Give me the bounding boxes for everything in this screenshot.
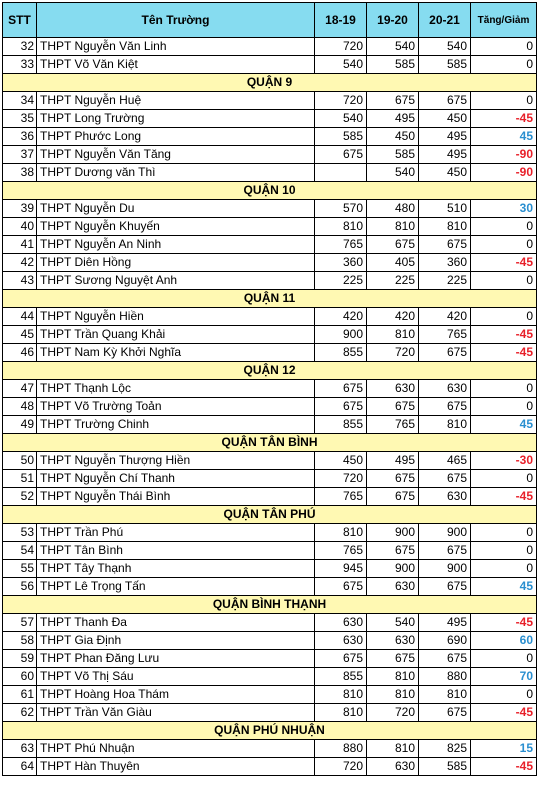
row-school-name: THPT Phú Nhuận [37, 740, 315, 758]
row-school-name: THPT Võ Thị Sáu [37, 668, 315, 686]
row-value-19-20: 225 [367, 272, 419, 290]
row-change: -45 [471, 488, 537, 506]
row-change: 0 [471, 38, 537, 56]
row-value-18-19: 720 [315, 92, 367, 110]
row-change: 0 [471, 380, 537, 398]
table-row [3, 524, 537, 542]
row-value-20-21: 675 [419, 650, 471, 668]
table-row [3, 38, 537, 56]
row-value-18-19: 675 [315, 380, 367, 398]
row-school-name: THPT Tân Bình [37, 542, 315, 560]
row-stt: 61 [3, 686, 37, 704]
row-value-19-20: 900 [367, 524, 419, 542]
row-value-20-21: 585 [419, 56, 471, 74]
row-value-19-20: 675 [367, 650, 419, 668]
row-value-19-20: 495 [367, 110, 419, 128]
row-change: -90 [471, 146, 537, 164]
row-value-20-21: 495 [419, 614, 471, 632]
row-stt: 41 [3, 236, 37, 254]
row-change: 30 [471, 200, 537, 218]
row-change: 0 [471, 470, 537, 488]
district-header-row [3, 290, 537, 308]
row-school-name: THPT Phan Đăng Lưu [37, 650, 315, 668]
row-value-20-21: 675 [419, 542, 471, 560]
enrollment-table [2, 2, 537, 776]
row-school-name: THPT Hàn Thuyên [37, 758, 315, 776]
row-stt: 36 [3, 128, 37, 146]
row-stt: 43 [3, 272, 37, 290]
row-value-19-20: 585 [367, 56, 419, 74]
row-change: -45 [471, 344, 537, 362]
row-change: -45 [471, 758, 537, 776]
row-value-18-19: 450 [315, 452, 367, 470]
row-change: -30 [471, 452, 537, 470]
row-value-19-20: 630 [367, 578, 419, 596]
row-school-name: THPT Nguyễn Hiền [37, 308, 315, 326]
row-stt: 49 [3, 416, 37, 434]
row-value-18-19: 675 [315, 650, 367, 668]
header-year-20-21: 20-21 [419, 3, 471, 38]
row-value-18-19: 945 [315, 560, 367, 578]
row-school-name: THPT Nguyễn Văn Tăng [37, 146, 315, 164]
row-stt: 46 [3, 344, 37, 362]
row-value-19-20: 450 [367, 128, 419, 146]
row-value-18-19: 855 [315, 668, 367, 686]
row-value-18-19: 810 [315, 524, 367, 542]
row-school-name: THPT Thạnh Lộc [37, 380, 315, 398]
table-row [3, 740, 537, 758]
district-label: QUẬN TÂN BÌNH [3, 434, 537, 452]
row-value-20-21: 630 [419, 488, 471, 506]
row-change: 0 [471, 236, 537, 254]
row-value-20-21: 765 [419, 326, 471, 344]
row-value-18-19: 675 [315, 398, 367, 416]
row-change: -90 [471, 164, 537, 182]
row-value-19-20: 675 [367, 470, 419, 488]
row-stt: 48 [3, 398, 37, 416]
table-row [3, 380, 537, 398]
row-change: 0 [471, 560, 537, 578]
row-change: -45 [471, 110, 537, 128]
row-value-19-20: 630 [367, 758, 419, 776]
row-value-20-21: 810 [419, 218, 471, 236]
table-row [3, 272, 537, 290]
header-stt: STT [3, 3, 37, 38]
row-value-18-19: 585 [315, 128, 367, 146]
district-header-row [3, 506, 537, 524]
row-value-19-20: 675 [367, 236, 419, 254]
row-stt: 52 [3, 488, 37, 506]
row-value-18-19: 810 [315, 704, 367, 722]
row-change: 45 [471, 416, 537, 434]
row-value-18-19: 225 [315, 272, 367, 290]
district-label: QUẬN 10 [3, 182, 537, 200]
row-value-18-19: 675 [315, 578, 367, 596]
row-school-name: THPT Hoàng Hoa Thám [37, 686, 315, 704]
row-value-18-19: 765 [315, 236, 367, 254]
row-school-name: THPT Nguyễn Du [37, 200, 315, 218]
header-school-name: Tên Trường [37, 3, 315, 38]
row-value-20-21: 675 [419, 470, 471, 488]
table-row [3, 164, 537, 182]
row-value-18-19: 630 [315, 614, 367, 632]
row-change: -45 [471, 254, 537, 272]
district-label: QUẬN 12 [3, 362, 537, 380]
row-stt: 34 [3, 92, 37, 110]
row-value-20-21: 450 [419, 110, 471, 128]
table-row [3, 470, 537, 488]
row-stt: 54 [3, 542, 37, 560]
row-change: 60 [471, 632, 537, 650]
row-stt: 63 [3, 740, 37, 758]
row-value-20-21: 675 [419, 578, 471, 596]
row-value-19-20: 495 [367, 452, 419, 470]
row-value-18-19: 540 [315, 110, 367, 128]
row-change: -45 [471, 326, 537, 344]
table-body [3, 38, 537, 776]
district-label: QUẬN PHÚ NHUẬN [3, 722, 537, 740]
row-value-20-21: 510 [419, 200, 471, 218]
row-school-name: THPT Võ Trường Toản [37, 398, 315, 416]
table-row [3, 416, 537, 434]
district-header-row [3, 74, 537, 92]
row-value-18-19: 360 [315, 254, 367, 272]
table-row [3, 254, 537, 272]
row-stt: 45 [3, 326, 37, 344]
district-label: QUẬN TÂN PHÚ [3, 506, 537, 524]
row-change: 0 [471, 272, 537, 290]
table-row [3, 614, 537, 632]
row-change: 0 [471, 542, 537, 560]
table-row [3, 326, 537, 344]
row-change: 0 [471, 308, 537, 326]
row-change: 45 [471, 128, 537, 146]
row-school-name: THPT Sương Nguyệt Anh [37, 272, 315, 290]
header-year-19-20: 19-20 [367, 3, 419, 38]
row-value-19-20: 540 [367, 164, 419, 182]
row-change: 0 [471, 686, 537, 704]
row-value-19-20: 405 [367, 254, 419, 272]
row-value-20-21: 675 [419, 398, 471, 416]
row-stt: 51 [3, 470, 37, 488]
header-change: Tăng/Giảm [471, 3, 537, 38]
row-value-18-19: 420 [315, 308, 367, 326]
district-label: QUẬN 11 [3, 290, 537, 308]
district-label: QUẬN 9 [3, 74, 537, 92]
row-value-18-19: 570 [315, 200, 367, 218]
row-value-19-20: 900 [367, 560, 419, 578]
row-school-name: THPT Trường Chinh [37, 416, 315, 434]
table-row [3, 56, 537, 74]
row-change: 0 [471, 398, 537, 416]
row-change: 0 [471, 650, 537, 668]
row-value-19-20: 810 [367, 686, 419, 704]
row-stt: 32 [3, 38, 37, 56]
table-row [3, 308, 537, 326]
row-value-19-20: 675 [367, 398, 419, 416]
table-row [3, 560, 537, 578]
row-stt: 44 [3, 308, 37, 326]
row-stt: 59 [3, 650, 37, 668]
row-stt: 33 [3, 56, 37, 74]
table-row [3, 344, 537, 362]
table-row [3, 200, 537, 218]
row-value-20-21: 630 [419, 380, 471, 398]
row-school-name: THPT Gia Định [37, 632, 315, 650]
district-header-row [3, 182, 537, 200]
row-school-name: THPT Nguyễn Thượng Hiền [37, 452, 315, 470]
row-value-20-21: 690 [419, 632, 471, 650]
row-school-name: THPT Trần Quang Khải [37, 326, 315, 344]
row-value-20-21: 495 [419, 146, 471, 164]
row-value-19-20: 765 [367, 416, 419, 434]
row-stt: 64 [3, 758, 37, 776]
row-value-18-19: 675 [315, 146, 367, 164]
row-change: 0 [471, 92, 537, 110]
row-value-18-19: 720 [315, 38, 367, 56]
row-stt: 57 [3, 614, 37, 632]
row-value-19-20: 630 [367, 632, 419, 650]
row-value-20-21: 675 [419, 236, 471, 254]
row-value-18-19: 765 [315, 542, 367, 560]
table-row [3, 110, 537, 128]
row-value-19-20: 675 [367, 488, 419, 506]
table-row [3, 452, 537, 470]
row-value-20-21: 900 [419, 560, 471, 578]
row-stt: 50 [3, 452, 37, 470]
row-stt: 55 [3, 560, 37, 578]
row-value-20-21: 450 [419, 164, 471, 182]
row-value-20-21: 825 [419, 740, 471, 758]
row-value-20-21: 495 [419, 128, 471, 146]
row-stt: 37 [3, 146, 37, 164]
row-school-name: THPT Diên Hồng [37, 254, 315, 272]
row-stt: 47 [3, 380, 37, 398]
row-school-name: THPT Nguyễn Khuyến [37, 218, 315, 236]
row-value-20-21: 900 [419, 524, 471, 542]
table-row [3, 632, 537, 650]
row-value-20-21: 810 [419, 686, 471, 704]
table-row [3, 542, 537, 560]
row-value-20-21: 675 [419, 344, 471, 362]
row-value-20-21: 880 [419, 668, 471, 686]
row-value-18-19: 540 [315, 56, 367, 74]
row-stt: 40 [3, 218, 37, 236]
row-school-name: THPT Võ Văn Kiệt [37, 56, 315, 74]
table-row [3, 758, 537, 776]
district-header-row [3, 362, 537, 380]
row-value-19-20: 480 [367, 200, 419, 218]
row-school-name: THPT Dương văn Thì [37, 164, 315, 182]
table-row [3, 578, 537, 596]
row-value-19-20: 810 [367, 218, 419, 236]
row-value-20-21: 675 [419, 704, 471, 722]
table-row [3, 146, 537, 164]
table-row [3, 128, 537, 146]
row-stt: 60 [3, 668, 37, 686]
row-stt: 58 [3, 632, 37, 650]
row-school-name: THPT Nguyễn An Ninh [37, 236, 315, 254]
table-row [3, 92, 537, 110]
row-value-19-20: 420 [367, 308, 419, 326]
row-value-19-20: 720 [367, 704, 419, 722]
row-value-20-21: 420 [419, 308, 471, 326]
row-value-19-20: 810 [367, 740, 419, 758]
row-stt: 62 [3, 704, 37, 722]
row-stt: 35 [3, 110, 37, 128]
row-change: 0 [471, 218, 537, 236]
row-stt: 56 [3, 578, 37, 596]
row-value-18-19: 630 [315, 632, 367, 650]
row-school-name: THPT Long Trường [37, 110, 315, 128]
table-row [3, 236, 537, 254]
row-value-18-19 [315, 164, 367, 182]
row-value-19-20: 675 [367, 92, 419, 110]
row-value-18-19: 855 [315, 416, 367, 434]
row-stt: 53 [3, 524, 37, 542]
district-header-row [3, 596, 537, 614]
row-school-name: THPT Nguyễn Huệ [37, 92, 315, 110]
row-stt: 42 [3, 254, 37, 272]
row-value-20-21: 360 [419, 254, 471, 272]
row-value-18-19: 810 [315, 686, 367, 704]
row-value-18-19: 880 [315, 740, 367, 758]
row-value-18-19: 810 [315, 218, 367, 236]
row-value-20-21: 585 [419, 758, 471, 776]
district-label: QUẬN BÌNH THẠNH [3, 596, 537, 614]
row-change: 45 [471, 578, 537, 596]
row-school-name: THPT Nguyễn Văn Linh [37, 38, 315, 56]
row-value-20-21: 540 [419, 38, 471, 56]
row-stt: 38 [3, 164, 37, 182]
table-row [3, 704, 537, 722]
table-row [3, 650, 537, 668]
row-value-19-20: 630 [367, 380, 419, 398]
row-value-20-21: 675 [419, 92, 471, 110]
row-value-19-20: 540 [367, 38, 419, 56]
row-value-19-20: 720 [367, 344, 419, 362]
row-value-18-19: 855 [315, 344, 367, 362]
header-year-18-19: 18-19 [315, 3, 367, 38]
row-stt: 39 [3, 200, 37, 218]
row-value-19-20: 810 [367, 668, 419, 686]
table-row [3, 398, 537, 416]
row-value-18-19: 720 [315, 758, 367, 776]
row-change: 70 [471, 668, 537, 686]
row-value-19-20: 675 [367, 542, 419, 560]
row-school-name: THPT Lê Trọng Tấn [37, 578, 315, 596]
row-school-name: THPT Nguyễn Chí Thanh [37, 470, 315, 488]
row-school-name: THPT Phước Long [37, 128, 315, 146]
row-value-20-21: 465 [419, 452, 471, 470]
row-change: -45 [471, 614, 537, 632]
row-value-18-19: 765 [315, 488, 367, 506]
row-change: -45 [471, 704, 537, 722]
row-change: 0 [471, 524, 537, 542]
district-header-row [3, 434, 537, 452]
table-row [3, 488, 537, 506]
table-row [3, 686, 537, 704]
row-value-19-20: 585 [367, 146, 419, 164]
row-value-20-21: 810 [419, 416, 471, 434]
row-school-name: THPT Tây Thạnh [37, 560, 315, 578]
table-row [3, 668, 537, 686]
row-school-name: THPT Trần Phú [37, 524, 315, 542]
row-school-name: THPT Nguyễn Thái Bình [37, 488, 315, 506]
header-row [3, 3, 537, 38]
row-value-18-19: 720 [315, 470, 367, 488]
row-value-20-21: 225 [419, 272, 471, 290]
row-change: 15 [471, 740, 537, 758]
row-school-name: THPT Thanh Đa [37, 614, 315, 632]
row-change: 0 [471, 56, 537, 74]
row-value-19-20: 810 [367, 326, 419, 344]
row-value-18-19: 900 [315, 326, 367, 344]
row-school-name: THPT Trần Văn Giàu [37, 704, 315, 722]
row-school-name: THPT Nam Kỳ Khởi Nghĩa [37, 344, 315, 362]
table-row [3, 218, 537, 236]
district-header-row [3, 722, 537, 740]
row-value-19-20: 540 [367, 614, 419, 632]
